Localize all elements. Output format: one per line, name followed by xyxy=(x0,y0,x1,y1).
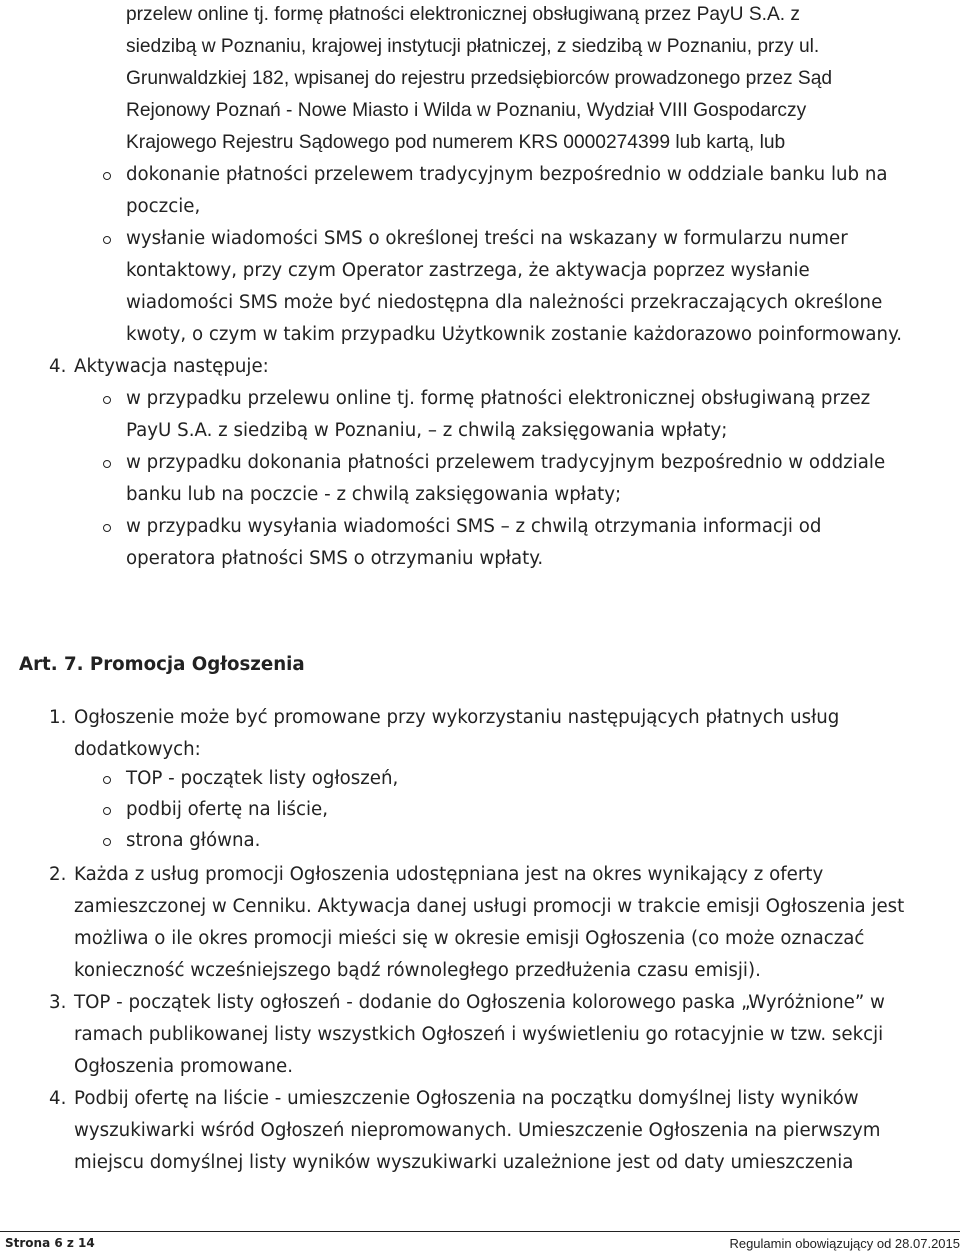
text-line: konieczność wcześniejszego bądź równoległego przedłużenia czasu emisji). xyxy=(74,960,761,981)
text-line: Każda z usług promocji Ogłoszenia udostępniana jest na okres wynikający z oferty xyxy=(74,864,824,885)
text-line: kontaktowy, przy czym Operator zastrzega, że aktywacja poprzez wysłanie xyxy=(126,260,810,281)
text-line: Krajowego Rejestru Sądowego pod numerem KRS 0000274399 lub kartą, lub xyxy=(126,132,786,153)
bullet-icon xyxy=(103,460,111,468)
text-line: PayU S.A. z siedzibą w Poznaniu, – z chwilą zaksięgowania wpłaty; xyxy=(126,420,728,441)
text-line: Aktywacja następuje: xyxy=(74,356,269,377)
text-line: poczcie, xyxy=(126,196,201,217)
text-line: dodatkowych: xyxy=(74,739,201,760)
text-line: podbij ofertę na liście, xyxy=(126,799,329,820)
bullet-icon xyxy=(103,776,111,784)
list-number: 2. xyxy=(49,864,67,885)
text-line: wiadomości SMS może być niedostępna dla należności przekraczających określone xyxy=(126,292,883,313)
section-heading: Art. 7. Promocja Ogłoszenia xyxy=(19,654,305,675)
bullet-icon xyxy=(103,236,111,244)
text-line: w przypadku dokonania płatności przelewem tradycyjnym bezpośrednio w oddziale xyxy=(126,452,886,473)
text-line: w przypadku przelewu online tj. formę płatności elektronicznej obsługiwaną przez xyxy=(126,388,871,409)
text-line: TOP - początek listy ogłoszeń, xyxy=(126,768,399,789)
text-line: Ogłoszenie może być promowane przy wykorzystaniu następujących płatnych usług xyxy=(74,707,840,728)
text-line: ramach publikowanej listy wszystkich Ogłoszeń i wyświetleniu go rotacyjnie w tzw. sekcji xyxy=(74,1024,884,1045)
text-line: banku lub na poczcie - z chwilą zaksięgowania wpłaty; xyxy=(126,484,622,505)
text-line: miejscu domyślnej listy wyników wyszukiwarki uzależnione jest od daty umieszczenia xyxy=(74,1152,854,1173)
text-line: przelew online tj. formę płatności elektronicznej obsługiwaną przez PayU S.A. z xyxy=(126,4,801,25)
text-line: strona główna. xyxy=(126,830,261,851)
text-line: siedzibą w Poznaniu, krajowej instytucji płatniczej, z siedzibą w Poznaniu, przy ul. xyxy=(126,36,820,57)
text-line: kwoty, o czym w takim przypadku Użytkownik zostanie każdorazowo poinformowany. xyxy=(126,324,903,345)
text-line: operatora płatności SMS o otrzymaniu wpłaty. xyxy=(126,548,544,569)
list-number: 4. xyxy=(49,1088,67,1109)
bullet-icon xyxy=(103,524,111,532)
bullet-icon xyxy=(103,172,111,180)
text-line: wyszukiwarki wśród Ogłoszeń niepromowanych. Umieszczenie Ogłoszenia na pierwszym xyxy=(74,1120,881,1141)
text-line: Podbij ofertę na liście - umieszczenie Ogłoszenia na początku domyślnej listy wyników xyxy=(74,1088,859,1109)
list-number: 3. xyxy=(49,992,67,1013)
regulation-date: Regulamin obowiązujący od 28.07.2015 xyxy=(729,1236,960,1251)
bullet-icon xyxy=(103,807,111,815)
text-line: wysłanie wiadomości SMS o określonej treści na wskazany w formularzu numer xyxy=(126,228,848,249)
text-line: TOP - początek listy ogłoszeń - dodanie do Ogłoszenia kolorowego paska „Wyróżnione” w xyxy=(74,992,885,1013)
bullet-icon xyxy=(103,396,111,404)
text-line: Grunwaldzkiej 182, wpisanej do rejestru przedsiębiorców prowadzonego przez Sąd xyxy=(126,68,833,89)
list-number: 1. xyxy=(49,707,67,728)
page-number: Strona 6 z 14 xyxy=(5,1236,95,1250)
text-line: dokonanie płatności przelewem tradycyjnym bezpośrednio w oddziale banku lub na xyxy=(126,164,888,185)
list-number: 4. xyxy=(49,356,67,377)
bullet-icon xyxy=(103,838,111,846)
text-line: w przypadku wysyłania wiadomości SMS – z chwilą otrzymania informacji od xyxy=(126,516,822,537)
text-line: zamieszczonej w Cenniku. Aktywacja danej usługi promocji w trakcie emisji Ogłoszenia jest xyxy=(74,896,905,917)
text-line: możliwa o ile okres promocji mieści się w okresie emisji Ogłoszenia (co może oznaczać xyxy=(74,928,865,949)
page-footer xyxy=(0,1231,960,1256)
text-line: Ogłoszenia promowane. xyxy=(74,1056,293,1077)
text-line: Rejonowy Poznań - Nowe Miasto i Wilda w Poznaniu, Wydział VIII Gospodarczy xyxy=(126,100,807,121)
